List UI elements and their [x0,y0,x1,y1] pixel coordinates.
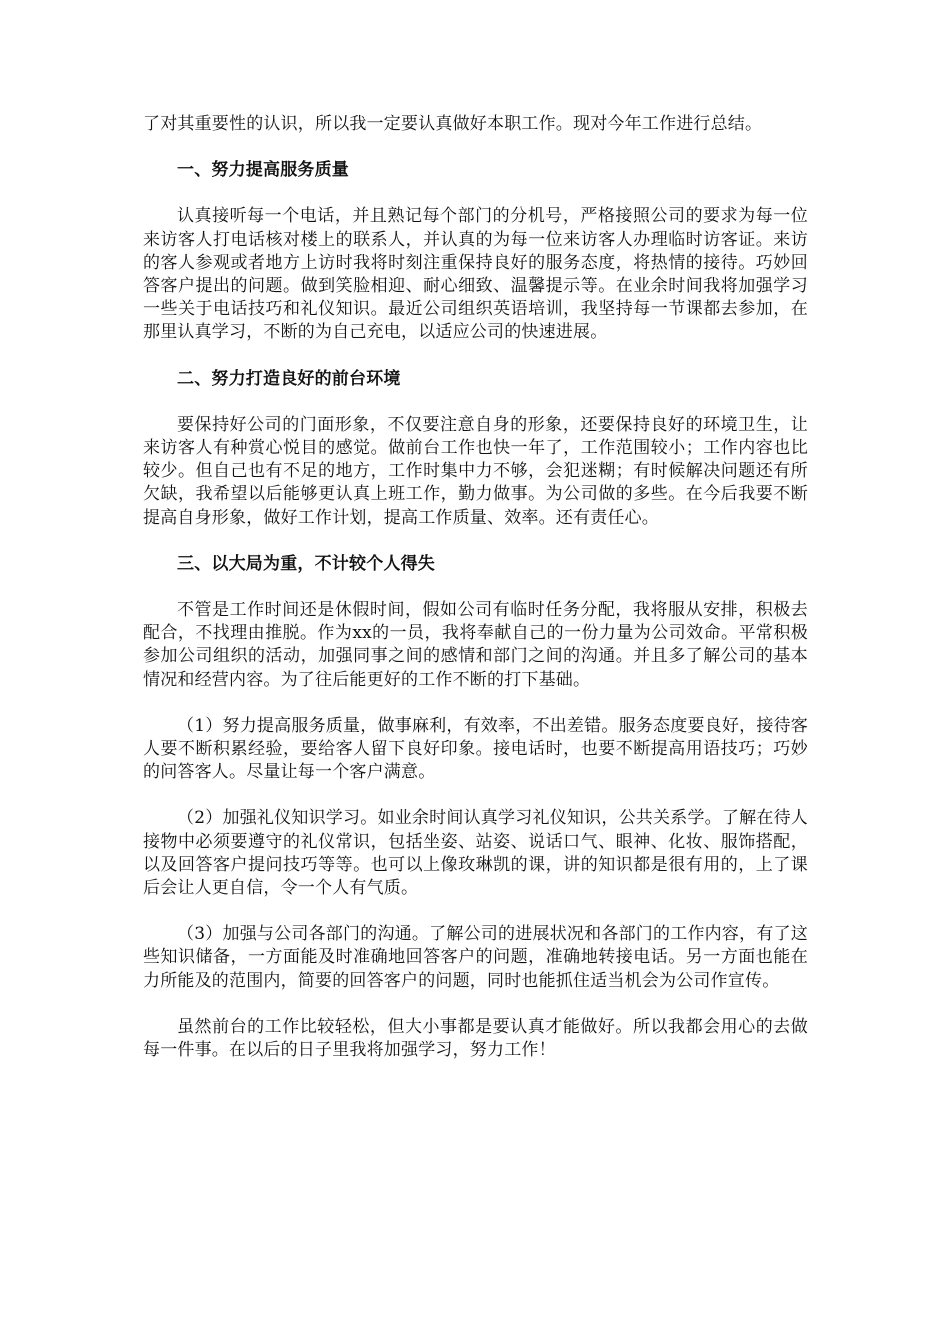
intro-paragraph: 了对其重要性的认识，所以我一定要认真做好本职工作。现对今年工作进行总结。 [143,114,763,134]
list-item-1: （1）努力提高服务质量，做事麻利，有效率，不出差错。服务态度要良好，接待客人要不断积累经验，要给客人留下良好印象。接电话时，也要不断提高用语技巧；巧妙的问答客人。尽量让每一个客户满意。 [143,715,808,783]
document-body [143,113,808,1085]
closing-paragraph: 虽然前台的工作比较轻松，但大小事都是要认真才能做好。所以我都会用心的去做每一件事。在以后的日子里我将加强学习，努力工作！ [143,1016,808,1061]
section-heading-3: 三、以大局为重，不计较个人得失 [177,553,435,574]
section-2-paragraph: 要保持好公司的门面形象，不仅要注意自身的形象，还要保持良好的环境卫生，让来访客人有种赏心悦目的感觉。做前台工作也快一年了，工作范围较小；工作内容也比较少。但自己也有不足的地方，工作时集中力不够，会犯迷糊；有时候解决问题还有所欠缺，我希望以后能够更认真上班工作，勤力做事。为公司做的多些。在今后我要不断提高自身形象，做好工作计划，提高工作质量、效率。还有责任心。 [143,414,808,528]
section-3-paragraph: 不管是工作时间还是休假时间，假如公司有临时任务分配，我将服从安排，积极去配合，不找理由推脱。作为xx的一员，我将奉献自己的一份力量为公司效命。平常积极参加公司组织的活动，加强同事之间的感情和部门之间的沟通。并且多了解公司的基本情况和经营内容。为了往后能更好的工作不断的打下基础。 [143,600,808,690]
list-item-3: （3）加强与公司各部门的沟通。了解公司的进展状况和各部门的工作内容，有了这些知识储备，一方面能及时准确地回答客户的问题，准确地转接电话。另一方面也能在力所能及的范围内，简要的回答客户的问题，同时也能抓住适当机会为公司作宣传。 [143,924,808,991]
list-item-2: （2）加强礼仪知识学习。如业余时间认真学习礼仪知识，公共关系学。了解在待人接物中必须要遵守的礼仪常识，包括坐姿、站姿、说话口气、眼神、化妆、服饰搭配，以及回答客户提问技巧等等。也可以上像玫琳凯的课，讲的知识都是很有用的，上了课后会让人更自信，令一个人有气质。 [143,808,808,899]
section-heading-1: 一、努力提高服务质量 [177,160,349,181]
section-heading-2: 二、努力打造良好的前台环境 [177,368,401,389]
section-1-paragraph: 认真接听每一个电话，并且熟记每个部门的分机号，严格接照公司的要求为每一位来访客人打电话核对楼上的联系人，并认真的为每一位来访客人办理临时访客证。来访的客人参观或者地方上访时我将时刻注重保持良好的服务态度，将热情的接待。巧妙回答客户提出的问题。做到笑脸相迎、耐心细致、温馨提示等。在业余时间我将加强学习一些关于电话技巧和礼仪知识。最近公司组织英语培训，我坚持每一节课都去参加，在那里认真学习，不断的为自己充电，以适应公司的快速进展。 [143,206,808,343]
